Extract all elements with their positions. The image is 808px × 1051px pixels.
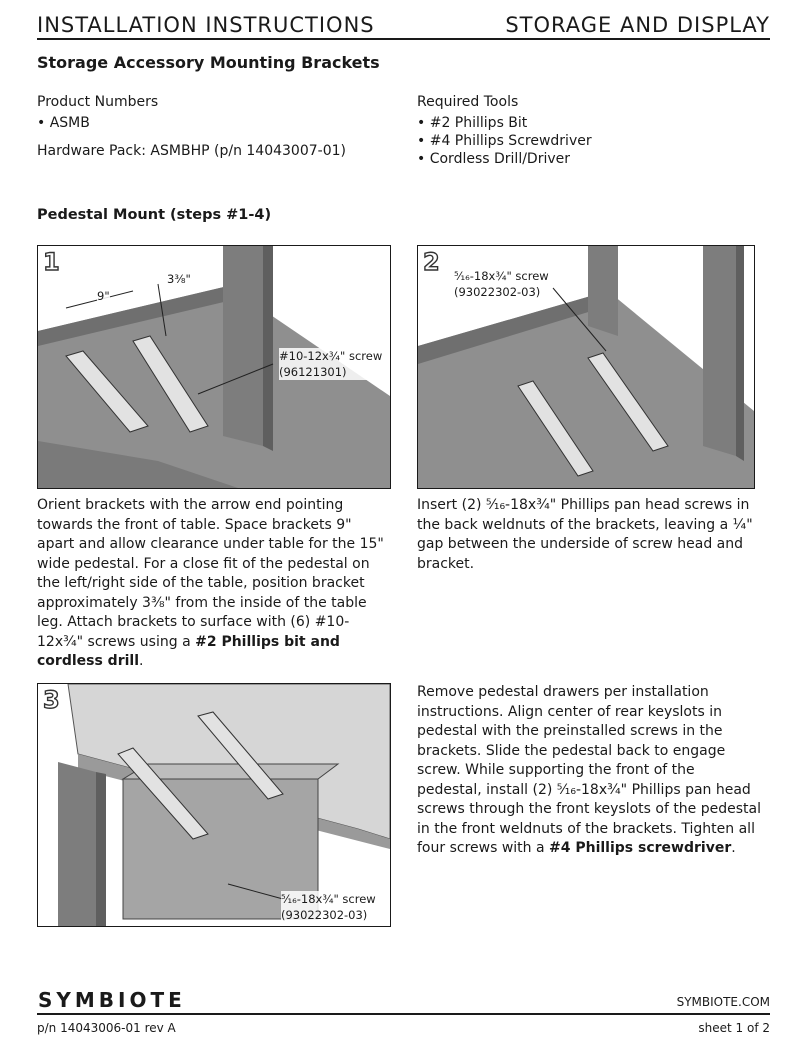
step-text: . [731,840,736,856]
hardware-pack-value: ASMBHP [150,143,210,159]
hardware-pack-pn: (p/n 14043007-01) [214,143,346,159]
step-number: 1 [43,248,60,276]
screw-callout-line: (93022302-03) [281,908,368,922]
screw-callout-line: (93022302-03) [454,285,541,299]
step-text-emphasis: #2 Phillips bit and cordless drill [37,633,340,669]
step-3-illustration [37,683,391,927]
screw-callout-line: #10-12x¾" screw [279,349,383,363]
header-right: STORAGE AND DISPLAY [505,13,770,37]
brand-logo: SYMBIOTE [38,988,186,1012]
footer-website: SYMBIOTE.COM [676,995,770,1009]
footer-rule [37,1013,770,1015]
hardware-pack [37,143,346,159]
step-text: . [139,653,144,669]
screw-callout-line: ⁵⁄₁₆-18x¾" screw [454,269,549,283]
screw-callout-line: ⁵⁄₁₆-18x¾" screw [281,892,376,906]
step-number: 3 [43,686,60,714]
footer-part-number: p/n 14043006-01 rev A [37,1021,176,1035]
screw-callout-line: (96121301) [279,365,347,379]
step-1-text [37,496,389,672]
product-number-value: ASMB [49,115,90,131]
product-numbers-label: Product Numbers [37,94,159,110]
footer-sheet: sheet 1 of 2 [698,1021,770,1035]
screw-callout [279,348,382,380]
required-tools-label: Required Tools [417,94,519,110]
header-left: INSTALLATION INSTRUCTIONS [37,13,375,37]
step-text: Insert (2) ⁵⁄₁₆-18x¾" Phillips pan head screws in the back weldnuts of the brackets, leaving a ¼" gap between the underside of screw head and bracket. [417,497,753,572]
step-text-emphasis: #4 Phillips screwdriver [549,840,732,856]
tool-item: • #2 Phillips Bit [417,115,528,131]
step-3-text [417,683,762,859]
screw-callout [281,891,376,923]
header-rule [37,38,770,40]
step-2-illustration [417,245,755,489]
step-number: 2 [423,248,440,276]
hardware-pack-label: Hardware Pack: [37,143,146,159]
dimension-9-label: 9" [97,289,110,303]
step-text: Orient brackets with the arrow end pointing towards the front of table. Space brackets 9" apart and allow clearance under table for the 15" wide pedestal. For a close fit of the pedestal on the left/right side of the table, position bracket approximately 3⅜" from the inside of the table leg. Attach brackets to surface with (6) #10-12x¾" screws using a [37,497,384,650]
tool-item-label: Cordless Drill/Driver [429,151,570,167]
tool-item-label: #4 Phillips Screwdriver [429,133,592,149]
step-1-illustration [37,245,391,489]
step-3-drawing [38,684,390,926]
page-title: Storage Accessory Mounting Brackets [37,53,380,72]
tool-item-label: #2 Phillips Bit [429,115,528,131]
section-title: Pedestal Mount (steps #1-4) [37,207,272,223]
step-2-text [417,496,762,574]
screw-callout [454,268,549,300]
dimension-3-label: 3⅜" [167,272,191,286]
step-text: Remove pedestal drawers per installation instructions. Align center of rear keyslots in pedestal with the preinstalled screws in the brackets. Slide the pedestal back to engage screw. While supporting the front of the pedestal, install (2) ⁵⁄₁₆-18x¾" Phillips pan head screws through the front keyslots of the pedestal in the front weldnuts of the brackets. Tighten all four screws with a [417,684,761,856]
tool-item: • #4 Phillips Screwdriver [417,133,592,149]
tool-item: • Cordless Drill/Driver [417,151,570,167]
product-number-item: • ASMB [37,115,90,131]
